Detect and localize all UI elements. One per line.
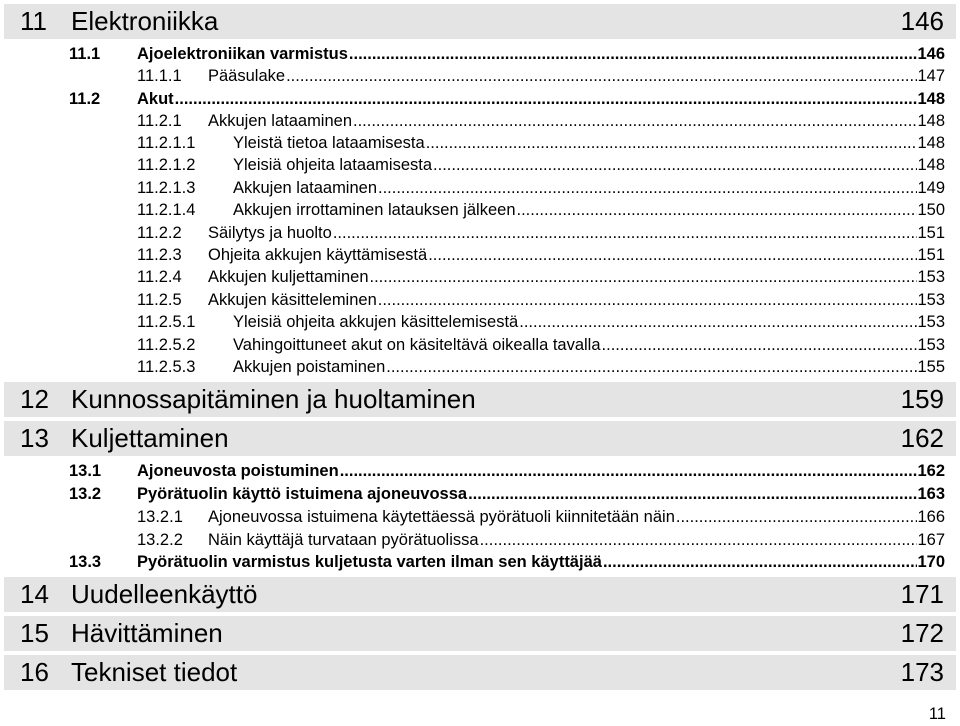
entry-number: 11.1 [69, 45, 101, 63]
entry-number: 11.2.5.3 [137, 358, 196, 376]
leader-dots [602, 334, 918, 356]
toc-entry[interactable] [137, 132, 945, 154]
entry-title: Pääsulake [208, 67, 286, 85]
entry-title: Akut [137, 90, 174, 108]
entry-title: Akkujen poistaminen [233, 358, 386, 376]
entry-page: 147 [917, 67, 945, 85]
entry-title: Vahingoittuneet akut on käsiteltävä oikealla tavalla [233, 336, 601, 354]
entry-title: Akkujen käsitteleminen [208, 291, 377, 309]
leader-dots [353, 110, 917, 132]
chapter-number: 16 [20, 657, 49, 687]
chapter-number: 11 [20, 6, 47, 36]
entry-title: Säilytys ja huolto [208, 224, 332, 242]
chapter-title: Hävittäminen [71, 618, 223, 648]
toc-chapter[interactable] [4, 382, 956, 417]
chapter-number: 12 [20, 384, 49, 414]
entry-page: 151 [917, 224, 945, 242]
entry-page: 148 [917, 156, 945, 174]
toc-entry[interactable] [137, 289, 945, 311]
entry-page: 153 [917, 336, 945, 354]
entry-number: 11.2.1.4 [137, 201, 196, 219]
entry-page: 148 [917, 112, 945, 130]
toc-entry[interactable] [137, 199, 945, 221]
chapter-page: 173 [900, 657, 944, 687]
entry-title: Pyörätuolin käyttö istuimena ajoneuvossa [137, 485, 468, 503]
entry-number: 11.2 [69, 90, 101, 108]
entry-number: 13.1 [69, 462, 102, 480]
entry-title: Akkujen lataaminen [208, 112, 353, 130]
leader-dots [603, 551, 918, 573]
entry-title: Ohjeita akkujen käyttämisestä [208, 246, 428, 264]
entry-number: 11.2.4 [137, 268, 182, 286]
toc-entry[interactable] [137, 222, 945, 244]
toc-entry[interactable] [69, 483, 945, 505]
entry-page: 170 [917, 553, 945, 571]
entry-number: 13.2 [69, 485, 102, 503]
toc-entry[interactable] [137, 356, 945, 378]
leader-dots [333, 222, 918, 244]
chapter-number: 14 [20, 579, 49, 609]
toc-entry[interactable] [69, 88, 945, 110]
leader-dots [378, 177, 917, 199]
toc-chapter[interactable] [4, 4, 956, 39]
entry-page: 155 [917, 358, 945, 376]
leader-dots [386, 356, 917, 378]
leader-dots [517, 199, 918, 221]
entry-number: 13.2.1 [137, 508, 183, 526]
entry-page: 148 [917, 134, 945, 152]
leader-dots [428, 244, 917, 266]
entry-title: Akkujen kuljettaminen [208, 268, 369, 286]
chapter-page: 172 [900, 618, 944, 648]
entry-number: 11.2.5 [137, 291, 182, 309]
chapter-number: 13 [20, 423, 49, 453]
entry-number: 11.2.1.3 [137, 179, 196, 197]
toc-entry[interactable] [137, 506, 945, 528]
leader-dots [349, 43, 918, 65]
toc-entry[interactable] [137, 266, 945, 288]
chapter-title: Tekniset tiedot [71, 657, 238, 687]
leader-dots [519, 311, 917, 333]
leader-dots [340, 460, 918, 482]
entry-number: 11.2.5.1 [137, 313, 196, 331]
entry-page: 153 [917, 268, 945, 286]
entry-number: 13.2.2 [137, 531, 183, 549]
leader-dots [480, 529, 918, 551]
entry-page: 153 [917, 291, 945, 309]
entry-title: Yleisiä ohjeita akkujen käsittelemisestä [233, 313, 519, 331]
entry-number: 11.2.1.2 [137, 156, 196, 174]
chapter-title: Elektroniikka [71, 6, 219, 36]
chapter-title: Uudelleenkäyttö [71, 579, 258, 609]
entry-number: 11.2.3 [137, 246, 182, 264]
leader-dots [676, 506, 918, 528]
entry-number: 11.2.1 [137, 112, 182, 130]
entry-title: Ajoelektroniikan varmistus [137, 45, 348, 63]
chapter-page: 162 [900, 423, 944, 453]
entry-title: Ajoneuvossa istuimena käytettäessä pyörätuoli kiinnitetään näin [208, 508, 675, 526]
entry-page: 151 [917, 246, 945, 264]
entry-page: 163 [917, 485, 945, 503]
entry-page: 166 [917, 508, 945, 526]
chapter-title: Kunnossapitäminen ja huoltaminen [71, 384, 476, 414]
entry-title: Näin käyttäjä turvataan pyörätuolissa [208, 531, 479, 549]
toc-entry[interactable] [69, 43, 945, 65]
entry-page: 148 [917, 90, 945, 108]
entry-title: Ajoneuvosta poistuminen [137, 462, 339, 480]
entry-title: Yleistä tietoa lataamisesta [233, 134, 425, 152]
toc-entry[interactable] [137, 110, 945, 132]
chapter-page: 159 [900, 384, 944, 414]
leader-dots [378, 289, 918, 311]
toc-entry[interactable] [137, 244, 945, 266]
toc-entry[interactable] [137, 65, 945, 87]
toc-chapter[interactable] [4, 421, 956, 456]
entry-page: 150 [917, 201, 945, 219]
leader-dots [286, 65, 917, 87]
toc-entry[interactable] [137, 154, 945, 176]
entry-number: 11.2.5.2 [137, 336, 196, 354]
chapter-page: 171 [900, 579, 944, 609]
chapter-number: 15 [20, 618, 49, 648]
chapter-title: Kuljettaminen [71, 423, 229, 453]
chapter-page: 146 [900, 6, 944, 36]
entry-page: 149 [917, 179, 945, 197]
toc-entry[interactable] [69, 460, 945, 482]
toc-entry[interactable] [69, 551, 945, 573]
entry-page: 167 [917, 531, 945, 549]
entry-number: 11.2.2 [137, 224, 182, 242]
entry-page: 153 [917, 313, 945, 331]
toc-entry[interactable] [137, 529, 945, 551]
leader-dots [175, 88, 918, 110]
entry-number: 11.2.1.1 [137, 134, 196, 152]
entry-title: Pyörätuolin varmistus kuljetusta varten ilman sen käyttäjää [137, 553, 602, 571]
toc-entry[interactable] [137, 177, 945, 199]
leader-dots [426, 132, 918, 154]
leader-dots [370, 266, 918, 288]
entry-title: Akkujen irrottaminen latauksen jälkeen [233, 201, 516, 219]
toc-entry[interactable] [137, 311, 945, 333]
entry-number: 11.1.1 [137, 67, 182, 85]
entry-title: Akkujen lataaminen [233, 179, 378, 197]
entry-title: Yleisiä ohjeita lataamisesta [233, 156, 433, 174]
entry-page: 162 [917, 462, 945, 480]
entry-page: 146 [917, 45, 945, 63]
leader-dots [433, 154, 917, 176]
page-number: 11 [928, 705, 946, 723]
toc-chapter[interactable] [4, 577, 956, 612]
entry-number: 13.3 [69, 553, 102, 571]
toc-chapter[interactable] [4, 655, 956, 690]
toc-chapter[interactable] [4, 616, 956, 651]
leader-dots [468, 483, 917, 505]
toc-entry[interactable] [137, 334, 945, 356]
